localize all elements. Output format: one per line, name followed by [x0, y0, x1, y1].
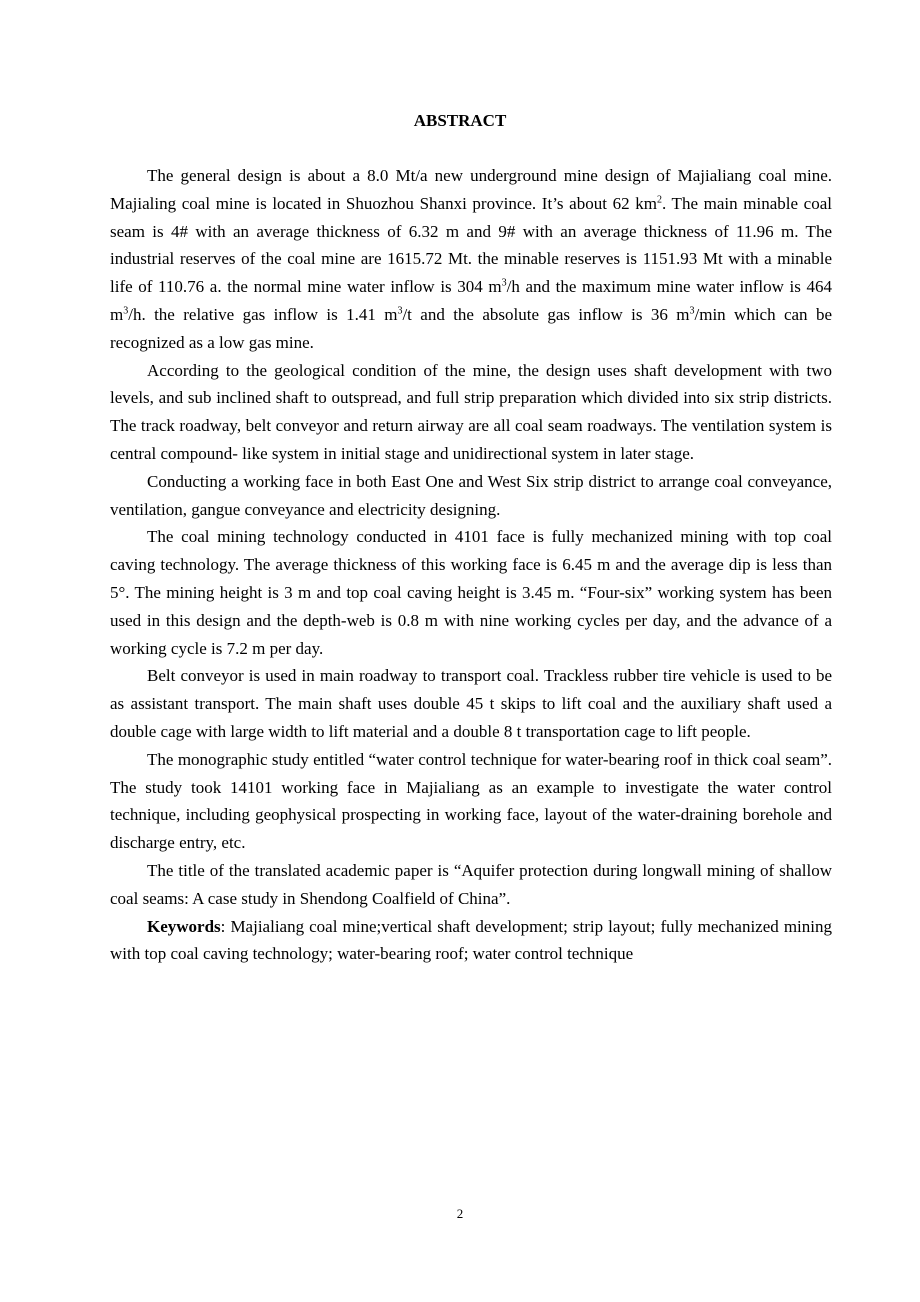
- paragraph-monographic-study: The monographic study entitled “water control technique for water-bearing roof in thick coal seam”. The study took 14101 working face in Majialiang as an example to investigate the water control technique, including geophysical prospecting in working face, layout of the water-draining borehole and discharge entry, etc.: [110, 749, 832, 853]
- paragraph-translated-paper: The title of the translated academic paper is “Aquifer protection during longwall mining of shallow coal seams: A case study in Shendong Coalfield of China”.: [110, 860, 832, 908]
- keywords-label: Keywords: [147, 916, 221, 936]
- paragraph-development: According to the geological condition of the mine, the design uses shaft development with two levels, and sub inclined shaft to outspread, and full strip preparation which divided into six strip districts. The track roadway, belt conveyor and return airway are all coal seam roadways. The ventilation system is central compound- like system in initial stage and unidirectional system in later stage.: [110, 360, 832, 463]
- abstract-title: ABSTRACT: [413, 111, 507, 130]
- paragraph-overview-text-b: . The main minable coal seam is 4# with an average thickness of 6.32 m and 9# with an average thickness of 11.96 m. The industrial reserves of the coal mine are 1615.72 Mt. the minable reserves is 1151.93 Mt with a minable life of 110.76 a. the normal mine water inflow is 304 m: [110, 193, 832, 297]
- superscript-3: 3: [501, 277, 507, 289]
- paragraph-overview-text-d: /h. the relative gas inflow is 1.41 m: [128, 304, 398, 324]
- superscript-3: 3: [397, 305, 403, 317]
- paragraph-overview-text-f: /min which can be recognized as a low gas mine.: [110, 304, 832, 352]
- abstract-body: [110, 162, 832, 968]
- paragraph-transport: Belt conveyor is used in main roadway to transport coal. Trackless rubber tire vehicle is used to be as assistant transport. The main shaft uses double 45 t skips to lift coal and the auxiliary shaft used a double cage with large width to lift material and a double 8 t transportation cage to lift people.: [110, 666, 832, 741]
- keywords-text: : Majialiang coal mine;vertical shaft development; strip layout; fully mechanized mining with top coal caving technology; water-bearing roof; water control technique: [110, 916, 832, 964]
- superscript-3: 3: [689, 305, 695, 317]
- superscript-2: 2: [656, 194, 662, 206]
- paragraph-keywords: [110, 913, 832, 969]
- paragraph-overview-text-a: The general design is about a 8.0 Mt/a new underground mine design of Majialiang coal mine. Majialing coal mine is located in Shuozhou Shanxi province. It’s about 62 km: [110, 166, 832, 213]
- paragraph-mining-technology: The coal mining technology conducted in 4101 face is fully mechanized mining with top coal caving technology. The average thickness of this working face is 6.45 m and the average dip is less than 5°. The mining height is 3 m and top coal caving height is 3.45 m. “Four-six” working system has been used in this design and the depth-web is 0.8 m with nine working cycles per day, and the advance of a working cycle is 7.2 m per day.: [110, 527, 832, 658]
- paragraph-overview-text-c: /h and the maximum mine water inflow is 464 m: [110, 277, 832, 324]
- superscript-3: 3: [123, 305, 129, 317]
- page-number: 2: [456, 1206, 464, 1221]
- paragraph-overview: [110, 162, 832, 357]
- paragraph-overview-text-e: /t and the absolute gas inflow is 36 m: [402, 304, 690, 324]
- paragraph-working-face: Conducting a working face in both East One and West Six strip district to arrange coal conveyance, ventilation, gangue conveyance and electricity designing.: [110, 471, 832, 519]
